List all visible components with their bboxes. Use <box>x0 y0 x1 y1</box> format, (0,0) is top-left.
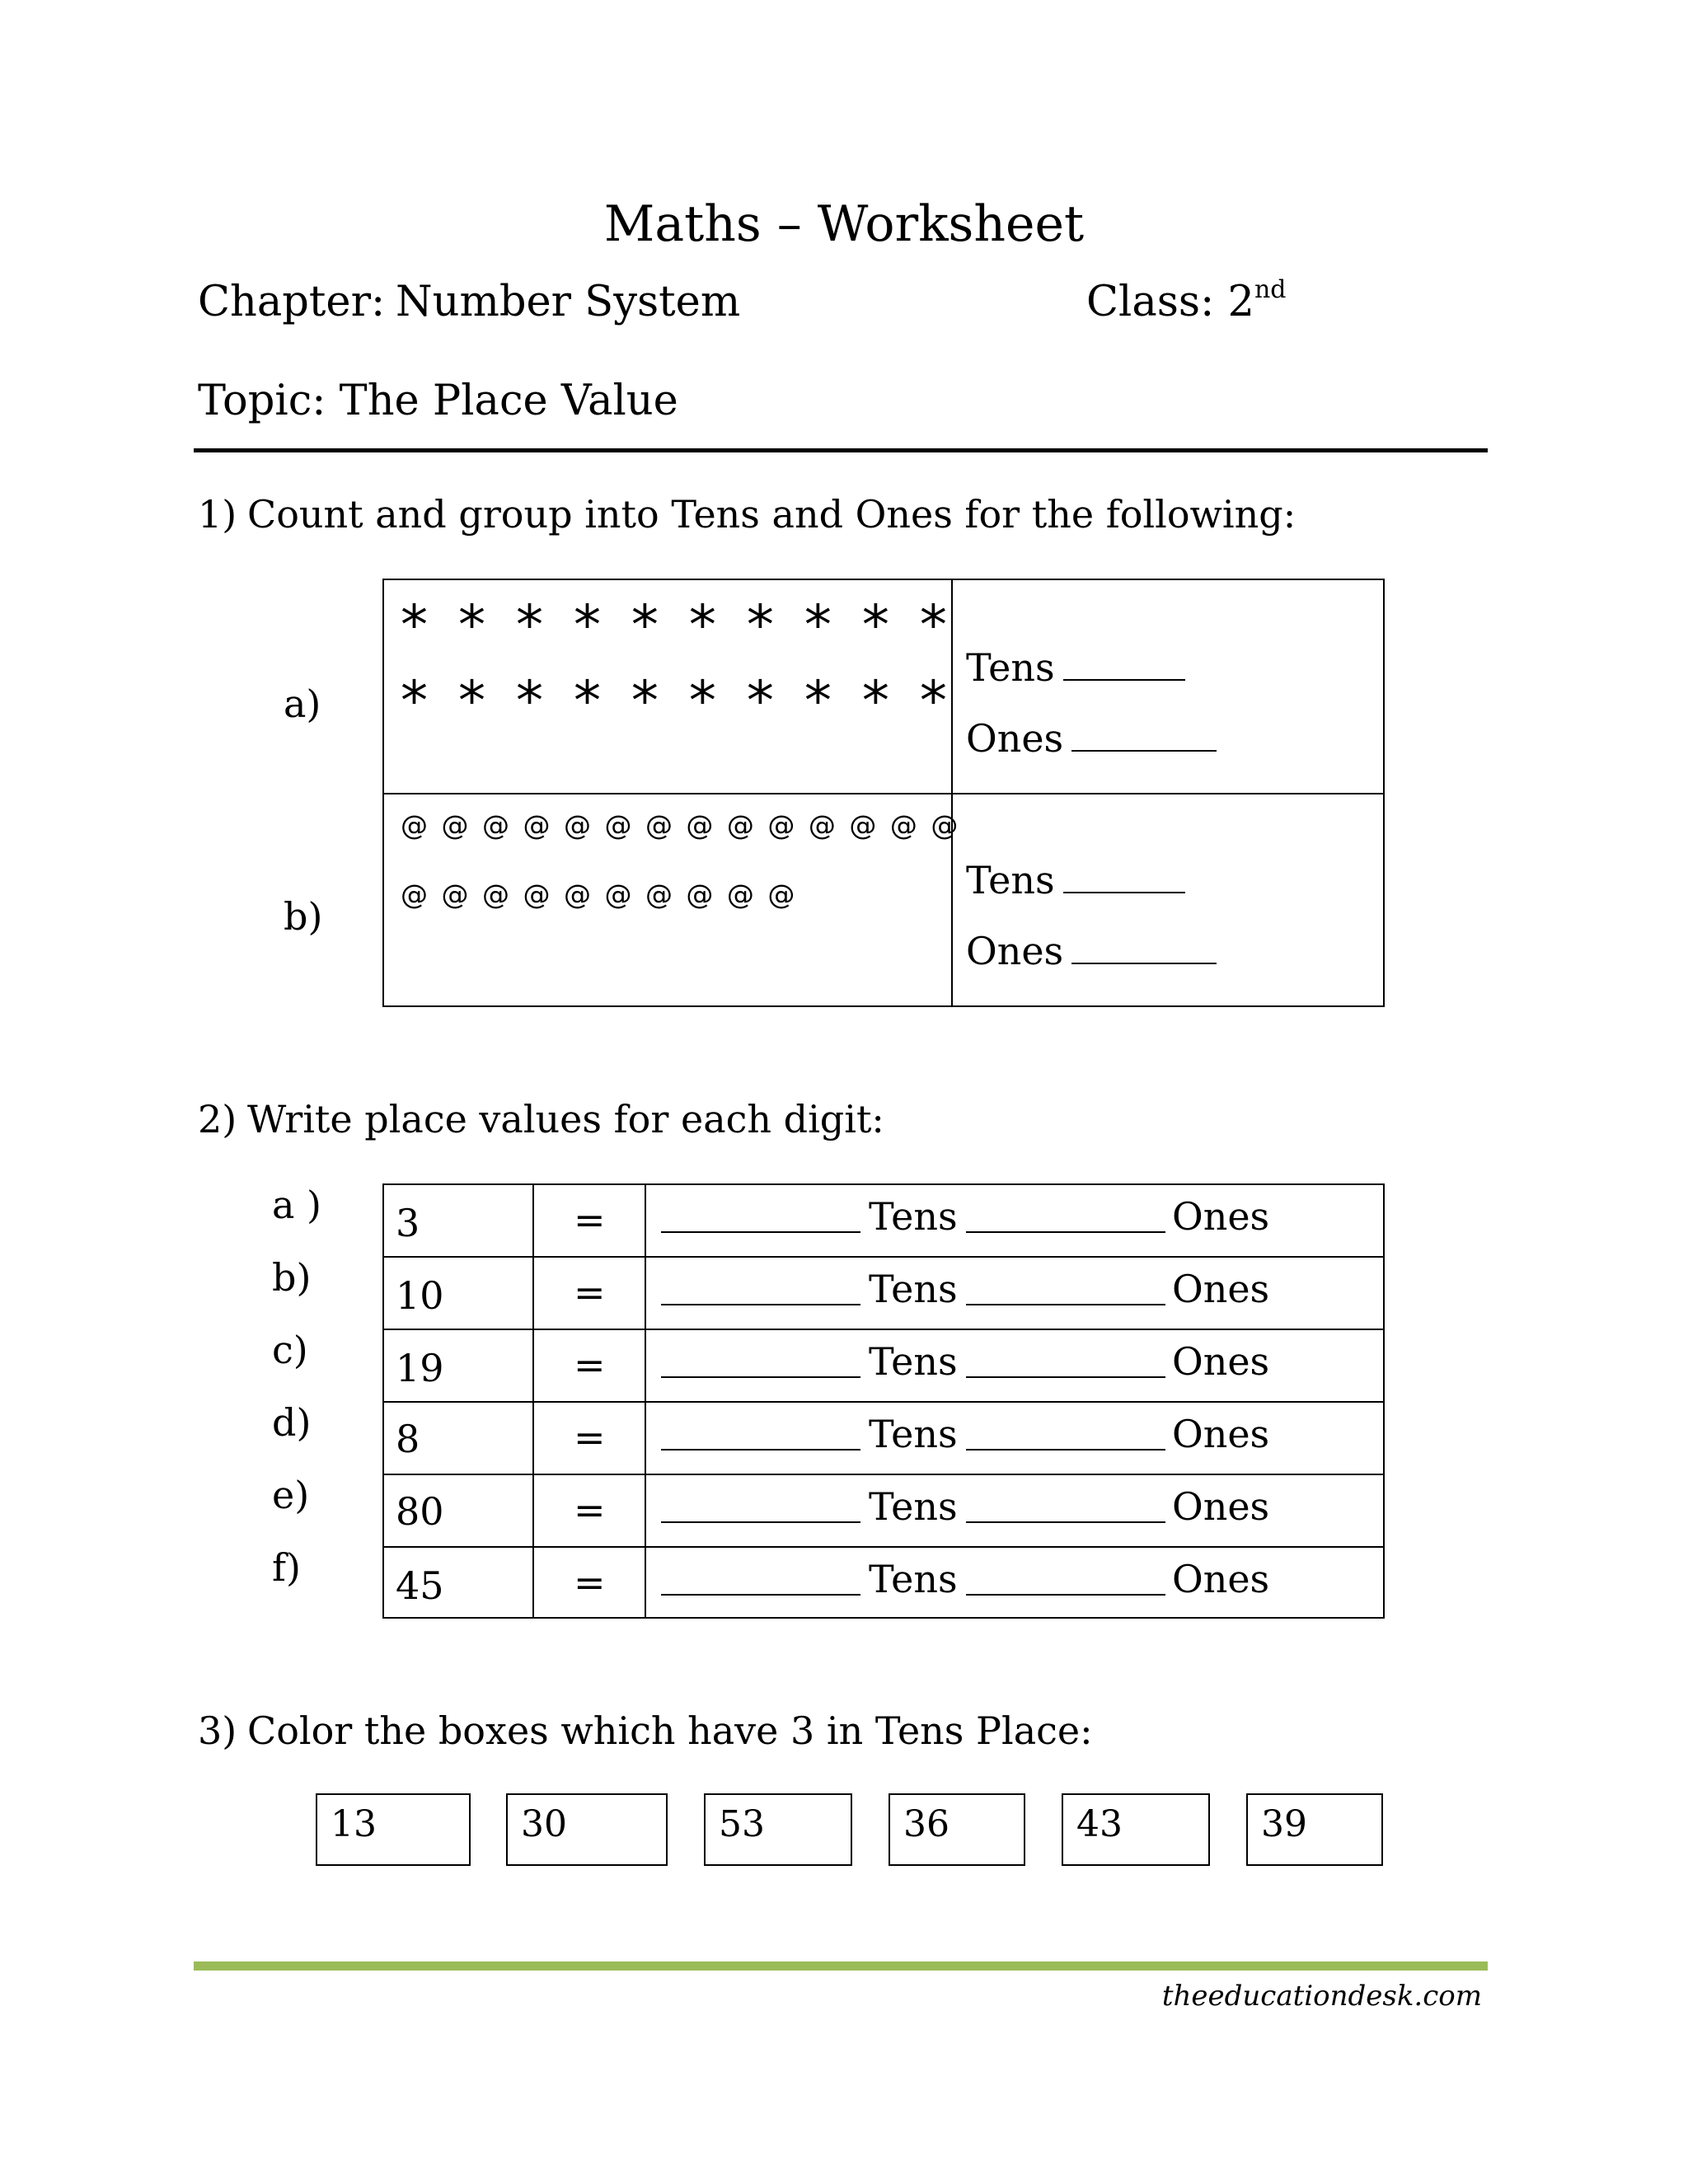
footer-site: theeducationdesk.com <box>1161 1980 1482 2013</box>
class-label <box>1086 277 1286 328</box>
tens-label: Tens <box>869 1557 958 1601</box>
question-3-number: 3) <box>198 1708 237 1753</box>
table-divider <box>384 793 1383 794</box>
equals-sign: = <box>574 1197 606 1242</box>
table-divider <box>384 1256 1383 1258</box>
class-suffix: nd <box>1254 275 1287 304</box>
table-divider <box>384 1474 1383 1475</box>
tens-label: Tens <box>966 645 1055 690</box>
equals-sign: = <box>574 1270 606 1315</box>
tens-blank[interactable] <box>661 1594 860 1596</box>
at-signs-line-1: @ @ @ @ @ @ @ @ @ @ @ @ @ @ <box>401 809 961 841</box>
stars-line-1: * * * * * * * * * * <box>401 593 954 657</box>
question-1 <box>198 491 1296 537</box>
chapter-label: Chapter: <box>198 278 386 326</box>
ones-blank[interactable] <box>966 1376 1165 1378</box>
tens-label: Tens <box>869 1412 958 1456</box>
question-2-number: 2) <box>198 1097 237 1141</box>
question-2 <box>198 1096 884 1142</box>
color-box-36[interactable]: 36 <box>889 1793 1025 1866</box>
answer-blank[interactable] <box>1071 717 1217 752</box>
color-box-43[interactable]: 43 <box>1062 1793 1210 1866</box>
equals-sign: = <box>574 1560 606 1605</box>
tens-label: Tens <box>869 1339 958 1384</box>
q1-b-tens-field[interactable] <box>966 857 1185 903</box>
count-group-table <box>382 579 1385 1007</box>
q2-number: 45 <box>396 1563 444 1608</box>
tens-blank[interactable] <box>661 1304 860 1305</box>
q2-row-label: d) <box>272 1400 312 1445</box>
place-value-table <box>382 1183 1385 1619</box>
tens-label: Tens <box>869 1484 958 1529</box>
color-box-53[interactable]: 53 <box>704 1793 852 1866</box>
ones-label: Ones <box>1172 1484 1270 1529</box>
ones-label: Ones <box>1172 1339 1270 1384</box>
header-divider <box>194 448 1488 452</box>
ones-label: Ones <box>1172 1267 1270 1311</box>
q2-number: 10 <box>396 1273 444 1318</box>
topic-label: Topic: The Place Value <box>198 377 678 425</box>
ones-blank[interactable] <box>966 1304 1165 1305</box>
q2-number: 8 <box>396 1417 420 1461</box>
tens-blank[interactable] <box>661 1449 860 1451</box>
color-box-13[interactable]: 13 <box>316 1793 471 1866</box>
ones-blank[interactable] <box>966 1231 1165 1233</box>
tens-label: Tens <box>966 858 1055 902</box>
question-3-prompt: Color the boxes which have 3 in Tens Place: <box>247 1708 1093 1753</box>
color-box-39[interactable]: 39 <box>1246 1793 1383 1866</box>
q2-number: 19 <box>396 1346 444 1390</box>
table-divider <box>384 1329 1383 1330</box>
answer-blank[interactable] <box>1063 859 1185 893</box>
q1-row-a-label: a) <box>284 682 321 726</box>
page-title: Maths – Worksheet <box>603 195 1085 253</box>
tens-blank[interactable] <box>661 1521 860 1523</box>
table-divider <box>384 1546 1383 1548</box>
answer-blank[interactable] <box>1071 930 1217 964</box>
tens-label: Tens <box>869 1194 958 1239</box>
q2-row-label: a ) <box>272 1183 321 1227</box>
question-1-prompt: Count and group into Tens and Ones for the following: <box>247 492 1296 537</box>
ones-blank[interactable] <box>966 1449 1165 1451</box>
q1-b-ones-field[interactable] <box>966 928 1217 974</box>
question-3 <box>198 1708 1093 1754</box>
tens-label: Tens <box>869 1267 958 1311</box>
ones-blank[interactable] <box>966 1521 1165 1523</box>
footer-divider <box>194 1961 1488 1971</box>
tens-blank[interactable] <box>661 1231 860 1233</box>
ones-label: Ones <box>966 716 1064 761</box>
ones-label: Ones <box>966 929 1064 973</box>
stars-line-2: * * * * * * * * * * <box>401 669 954 733</box>
q2-row-label: b) <box>272 1255 312 1300</box>
q2-row-label: e) <box>272 1473 310 1517</box>
q2-row-label: f) <box>272 1545 301 1590</box>
at-signs-line-2: @ @ @ @ @ @ @ @ @ @ <box>401 879 798 911</box>
question-1-number: 1) <box>198 492 237 537</box>
ones-blank[interactable] <box>966 1594 1165 1596</box>
equals-sign: = <box>574 1488 606 1532</box>
ones-label: Ones <box>1172 1194 1270 1239</box>
table-divider <box>384 1401 1383 1403</box>
q1-a-tens-field[interactable] <box>966 644 1185 691</box>
q2-number: 80 <box>396 1489 444 1534</box>
color-box-30[interactable]: 30 <box>506 1793 668 1866</box>
q2-row-label: c) <box>272 1328 308 1372</box>
equals-sign: = <box>574 1343 606 1387</box>
chapter-value: Number System <box>396 278 741 326</box>
tens-blank[interactable] <box>661 1376 860 1378</box>
class-value: Class: 2 <box>1086 278 1254 326</box>
answer-blank[interactable] <box>1063 646 1185 681</box>
question-2-prompt: Write place values for each digit: <box>247 1097 884 1141</box>
q1-row-b-label: b) <box>284 894 323 939</box>
q1-a-ones-field[interactable] <box>966 715 1217 762</box>
q2-number: 3 <box>396 1201 420 1245</box>
ones-label: Ones <box>1172 1557 1270 1601</box>
equals-sign: = <box>574 1415 606 1460</box>
ones-label: Ones <box>1172 1412 1270 1456</box>
